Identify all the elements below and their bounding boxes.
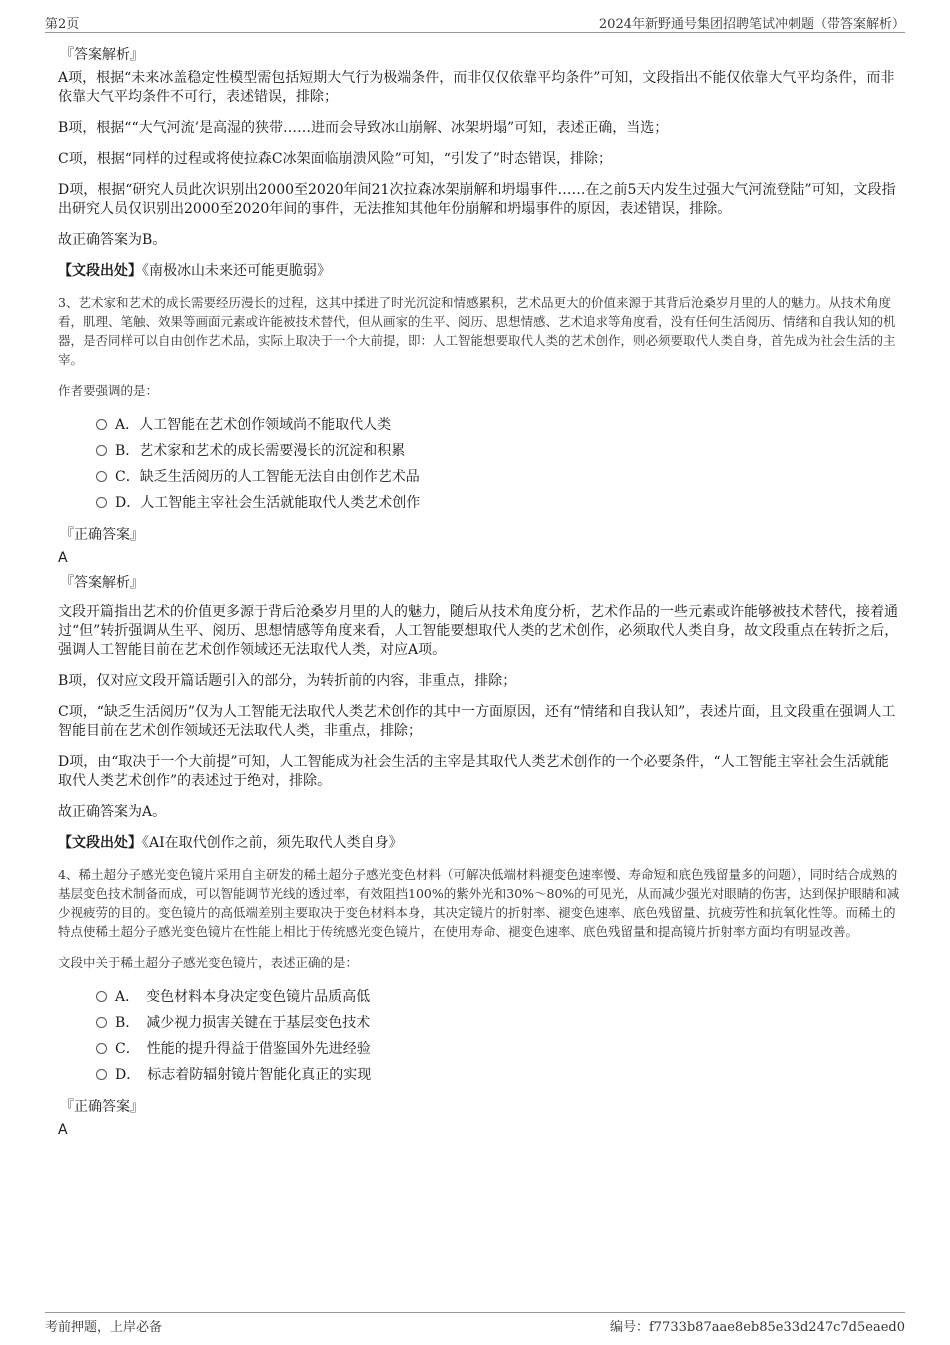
option-label: B． 减少视力损害关键在于基层变色技术 — [115, 1015, 371, 1031]
option-list — [96, 984, 902, 1088]
source-label: 【文段出处】 — [58, 835, 142, 851]
analysis-conclusion: 故正确答案为A。 — [58, 804, 167, 820]
source-title: 《南极冰山未来还可能更脆弱》 — [142, 263, 331, 279]
analysis-paragraph: B项，仅对应文段开篇话题引入的部分，为转折前的内容，非重点，排除； — [58, 673, 517, 689]
radio-icon[interactable] — [96, 445, 107, 456]
option-label: B．艺术家和艺术的成长需要漫长的沉淀和积累 — [115, 443, 406, 459]
option-a[interactable] — [96, 412, 902, 438]
question-prompt: 作者要强调的是： — [58, 383, 159, 398]
analysis-paragraph: 文段开篇指出艺术的价值更多源于背后沧桑岁月里的人的魅力，随后从技术角度分析，艺术作品的一些元素或许能够被技术替代，接着通过“但”转折强调从生平、阅历、思想情感等角度来看，人工智能要想取代人类的艺术创作，必须取代人类自身，故文段重点在转折之后，强调人工智能目前在艺术创作领域还无法取代人类，对应A项。 — [58, 604, 899, 658]
option-a[interactable] — [96, 984, 902, 1010]
radio-icon[interactable] — [96, 1017, 107, 1028]
radio-icon[interactable] — [96, 1069, 107, 1080]
source-line — [58, 834, 902, 853]
analysis-label: 『答案解析』 — [60, 47, 144, 63]
analysis-paragraph: C项，“缺乏生活阅历”仅为人工智能无法取代人类艺术创作的其中一方面原因，还有“情绪和自我认知”，表述片面，且文段重在强调人工智能目前在艺术创作领域还无法取代人类，非重点，排除； — [58, 704, 896, 739]
page-footer — [45, 1312, 905, 1337]
analysis-label: 『答案解析』 — [60, 575, 144, 591]
option-c[interactable] — [96, 464, 902, 490]
option-label: C． 性能的提升得益于借鉴国外先进经验 — [115, 1041, 371, 1057]
option-label: D． 标志着防辐射镜片智能化真正的实现 — [115, 1067, 372, 1083]
option-b[interactable] — [96, 438, 902, 464]
option-label: A．人工智能在艺术创作领域尚不能取代人类 — [115, 417, 392, 433]
page-content — [56, 40, 902, 1144]
analysis-paragraph: C项，根据“同样的过程或将使拉森C冰架面临崩溃风险”可知，“引发了”时态错误，排除； — [58, 151, 613, 167]
option-d[interactable] — [96, 1062, 902, 1088]
option-d[interactable] — [96, 490, 902, 516]
source-line — [58, 262, 902, 281]
page-header — [45, 10, 905, 33]
option-list — [96, 412, 902, 516]
analysis-paragraph: D项，由“取决于一个大前提”可知，人工智能成为社会生活的主宰是其取代人类艺术创作的一个必要条件，“人工智能主宰社会生活就能取代人类艺术创作”的表述过于绝对，排除。 — [58, 754, 889, 789]
correct-answer-label: 『正确答案』 — [60, 527, 144, 543]
correct-answer: A — [58, 1122, 68, 1138]
correct-answer: A — [58, 550, 68, 566]
radio-icon[interactable] — [96, 497, 107, 508]
radio-icon[interactable] — [96, 471, 107, 482]
option-label: C．缺乏生活阅历的人工智能无法自由创作艺术品 — [115, 469, 420, 485]
document-code: 编号：f7733b87aae8eb85e33d247c7d5eaed0 — [609, 1320, 905, 1335]
radio-icon[interactable] — [96, 991, 107, 1002]
analysis-paragraph: A项，根据“未来冰盖稳定性模型需包括短期大气行为极端条件，而非仅仅依靠平均条件”可知，文段指出不能仅依靠大气平均条件，而非依靠大气平均条件不可行，表述错误，排除； — [58, 70, 895, 105]
source-label: 【文段出处】 — [58, 263, 142, 279]
option-label: A． 变色材料本身决定变色镜片品质高低 — [115, 989, 371, 1005]
radio-icon[interactable] — [96, 1043, 107, 1054]
page-number: 第2页 — [45, 17, 80, 32]
analysis-paragraph: D项，根据“研究人员此次识别出2000至2020年间21次拉森冰架崩解和坍塌事件……在之前5天内发生过强大气河流登陆”可知，文段指出研究人员仅识别出2000至2020年间的事件，无法推知其他年份崩解和坍塌事件的原因，表述错误，排除。 — [58, 182, 896, 217]
correct-answer-label: 『正确答案』 — [60, 1099, 144, 1115]
question-prompt: 文段中关于稀土超分子感光变色镜片，表述正确的是： — [58, 955, 359, 970]
question-stem: 4、稀土超分子感光变色镜片采用自主研发的稀土超分子感光变色材料（可解决低端材料褪变色速率慢、寿命短和底色残留量多的问题），同时结合成熟的基层变色技术制备而成，可以智能调节光线的透过率，有效阻挡100%的紫外光和30%～80%的可见光，从而减少强光对眼睛的伤害，达到保护眼睛和减少视疲劳的目的。变色镜片的高低端差别主要取决于变色材料本身，其决定镜片的折射率、褪变色速率、底色残留量、抗疲劳性和抗氧化性等。而稀土的特点使稀土超分子感光变色镜片在性能上相比于传统感光变色镜片，在使用寿命、褪变色速率、底色残留量和提高镜片折射率方面均有明显改善。 — [58, 867, 900, 939]
source-title: 《AI在取代创作之前，须先取代人类自身》 — [142, 835, 403, 851]
option-label: D．人工智能主宰社会生活就能取代人类艺术创作 — [115, 495, 421, 511]
analysis-conclusion: 故正确答案为B。 — [58, 232, 167, 248]
analysis-paragraph: B项，根据““大气河流’是高湿的狭带……进而会导致冰山崩解、冰架坍塌”可知，表述正确，当选； — [58, 120, 669, 136]
footer-slogan: 考前押题，上岸必备 — [45, 1320, 163, 1335]
option-b[interactable] — [96, 1010, 902, 1036]
option-c[interactable] — [96, 1036, 902, 1062]
radio-icon[interactable] — [96, 419, 107, 430]
document-title: 2024年新野通号集团招聘笔试冲刺题（带答案解析） — [598, 17, 905, 32]
question-stem: 3、艺术家和艺术的成长需要经历漫长的过程，这其中揉进了时光沉淀和情感累积，艺术品更大的价值来源于其背后沧桑岁月里的人的魅力。从技术角度看，肌理、笔触、效果等画面元素或许能被技术替代，但从画家的生平、阅历、思想情感、艺术追求等角度看，没有任何生活阅历、情绪和自我认知的机器，是否同样可以自由创作艺术品，实际上取决于一个大前提，即：人工智能想要取代人类的艺术创作，则必须要取代人类自身，首先成为社会生活的主宰。 — [58, 295, 896, 367]
